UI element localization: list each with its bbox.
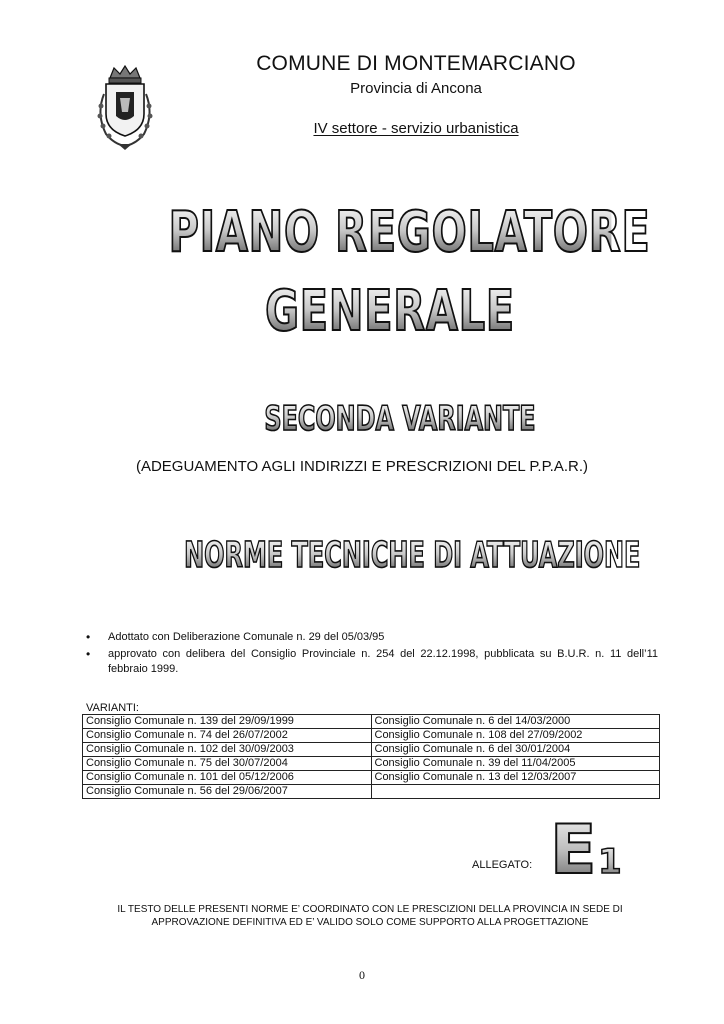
variants-label: VARIANTI: <box>86 702 139 714</box>
sector-name <box>200 120 632 137</box>
sector-text: IV settore - servizio urbanistica <box>313 120 519 137</box>
document-heading: NORME TECNICHE DI ATTUAZIONE <box>184 535 641 576</box>
table-cell: Consiglio Comunale n. 102 del 30/09/2003 <box>83 743 372 757</box>
title-line-1: PIANO REGOLATORE <box>168 200 651 265</box>
table-cell: Consiglio Comunale n. 6 del 14/03/2000 <box>371 715 660 729</box>
validity-note <box>70 903 670 929</box>
table-cell: Consiglio Comunale n. 75 del 30/07/2004 <box>83 757 372 771</box>
table-cell: Consiglio Comunale n. 139 del 29/09/1999 <box>83 715 372 729</box>
table-row <box>83 743 660 757</box>
page-number: 0 <box>359 968 365 982</box>
list-item: • Adottato con Deliberazione Comunale n. 29 del 05/03/95 <box>86 630 658 645</box>
attachment-code-number: 1 <box>598 842 622 879</box>
table-row <box>83 757 660 771</box>
approval-list <box>86 630 658 679</box>
province-name: Provincia di Ancona <box>350 80 482 97</box>
table-cell <box>371 785 660 799</box>
table-row <box>83 729 660 743</box>
note-line: IL TESTO DELLE PRESENTI NORME E’ COORDINATO CON LE PRESCIZIONI DELLA PROVINCIA IN SEDE DI <box>117 904 623 915</box>
municipality-name: COMUNE DI MONTEMARCIANO <box>256 52 576 75</box>
table-cell: Consiglio Comunale n. 56 del 29/06/2007 <box>83 785 372 799</box>
table-row <box>83 771 660 785</box>
table-row <box>83 715 660 729</box>
attachment-label: ALLEGATO: <box>472 859 533 871</box>
table-cell: Consiglio Comunale n. 13 del 12/03/2007 <box>371 771 660 785</box>
variants-table <box>82 714 660 799</box>
subtitle: (ADEGUAMENTO AGLI INDIRIZZI E PRESCRIZIONI DEL P.P.A.R.) <box>135 458 589 475</box>
variant-heading: SECONDA VARIANTE <box>236 402 564 436</box>
table-cell: Consiglio Comunale n. 74 del 26/07/2002 <box>83 729 372 743</box>
attachment-code <box>548 813 628 879</box>
table-cell: Consiglio Comunale n. 108 del 27/09/2002 <box>371 729 660 743</box>
table-cell: Consiglio Comunale n. 6 del 30/01/2004 <box>371 743 660 757</box>
table-cell: Consiglio Comunale n. 39 del 11/04/2005 <box>371 757 660 771</box>
attachment-code-letter: E <box>550 813 597 879</box>
coat-of-arms-icon <box>94 64 156 150</box>
table-cell: Consiglio Comunale n. 101 del 05/12/2006 <box>83 771 372 785</box>
table-row <box>83 785 660 799</box>
title-line-2: GENERALE <box>169 284 612 340</box>
list-item: • approvato con delibera del Consiglio Provinciale n. 254 del 22.12.1998, pubblicata su B.U.R. n. 11 dell’11 febbraio 1999. <box>86 647 658 677</box>
note-line: APPROVAZIONE DEFINITIVA ED E’ VALIDO SOLO COME SUPPORTO ALLA PROGETTAZIONE <box>151 917 589 928</box>
